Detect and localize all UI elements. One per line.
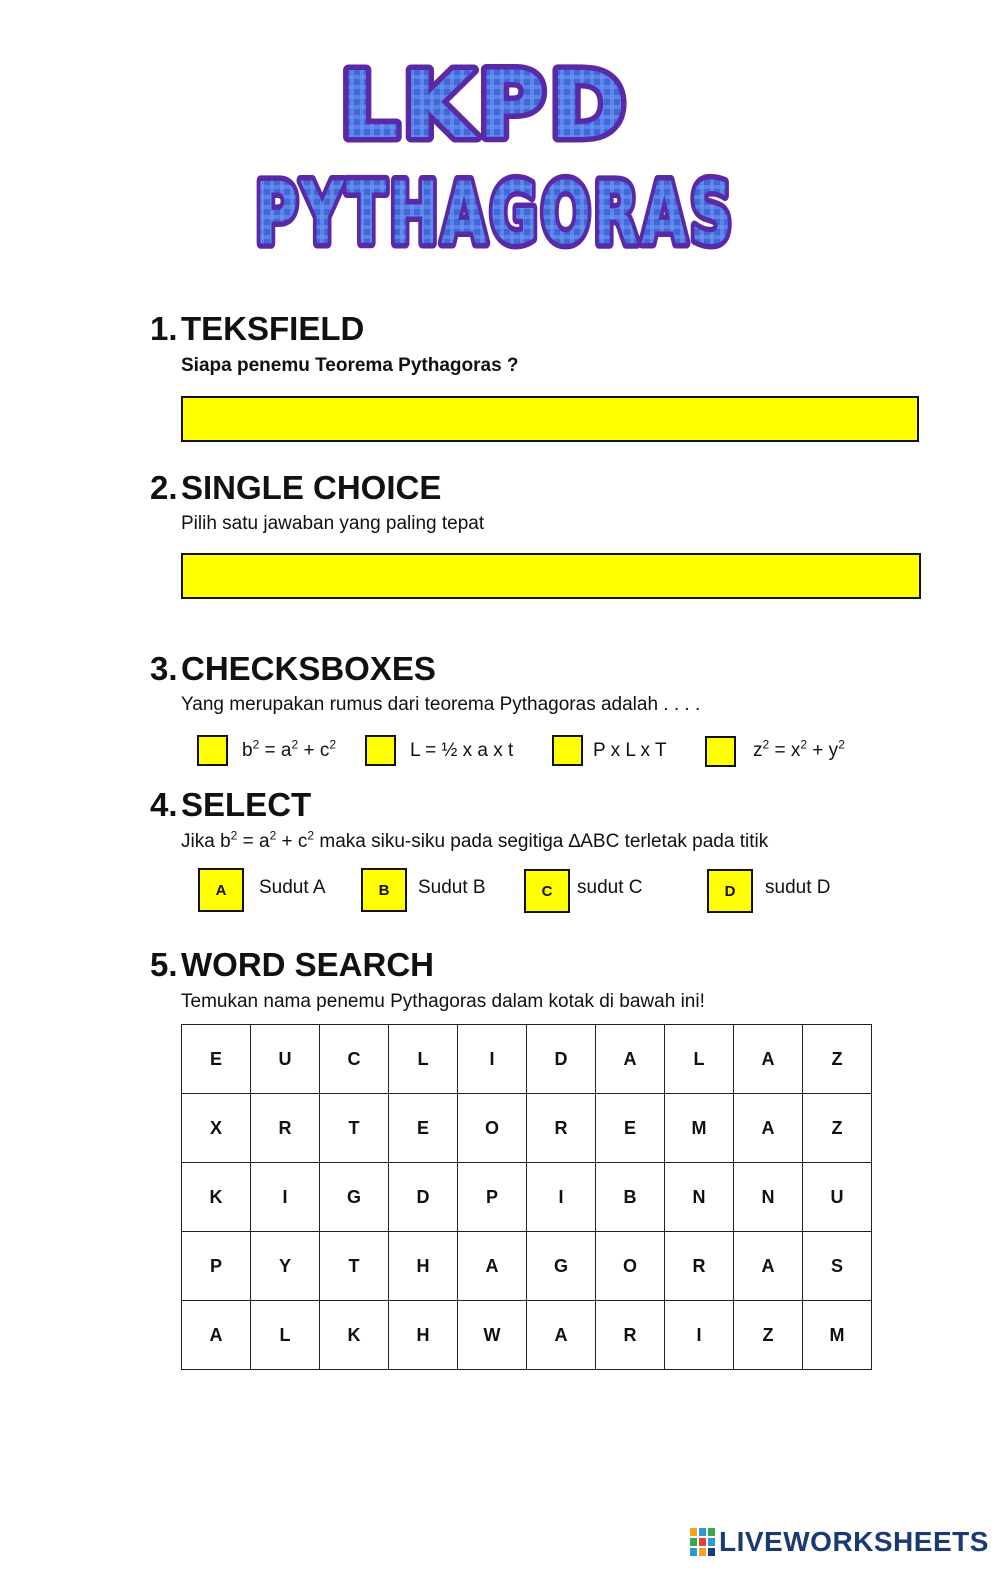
word-search-cell[interactable]: U [251, 1025, 320, 1094]
word-search-cell[interactable]: B [596, 1163, 665, 1232]
word-search-cell[interactable]: I [527, 1163, 596, 1232]
word-search-cell[interactable]: P [182, 1232, 251, 1301]
title-logo [0, 55, 1000, 265]
section-1-prompt: Siapa penemu Teorema Pythagoras ? [181, 355, 519, 376]
select-option-c[interactable]: C [524, 869, 570, 913]
title-line-1: LKPD [340, 55, 630, 159]
word-search-cell[interactable]: X [182, 1094, 251, 1163]
word-search-cell[interactable]: O [596, 1232, 665, 1301]
word-search-cell[interactable]: T [320, 1094, 389, 1163]
worksheet-title [0, 55, 1000, 265]
word-search-cell[interactable]: K [182, 1163, 251, 1232]
liveworksheets-brand [690, 1526, 989, 1558]
select-option-d-label: sudut D [765, 877, 831, 898]
textfield-answer[interactable] [181, 396, 919, 442]
word-search-cell[interactable]: N [665, 1163, 734, 1232]
word-search-cell[interactable]: L [251, 1301, 320, 1370]
word-search-row [182, 1232, 872, 1301]
select-option-c-label: sudut C [577, 877, 643, 898]
checkbox-option-1[interactable] [197, 735, 228, 766]
section-3-number: 3. [150, 650, 178, 687]
word-search-cell[interactable]: R [527, 1094, 596, 1163]
word-search-cell[interactable]: G [320, 1163, 389, 1232]
word-search-cell[interactable]: I [665, 1301, 734, 1370]
checkbox-option-2[interactable] [365, 735, 396, 766]
select-option-b-label: Sudut B [418, 877, 486, 898]
checkbox-option-3-label: P x L x T [593, 740, 667, 761]
word-search-cell[interactable]: E [182, 1025, 251, 1094]
section-4-prompt: Jika $b^2 = a^2 + c^2$ maka siku-siku pada segitiga ∆ABC terletak pada titik [181, 828, 769, 852]
word-search-cell[interactable]: G [527, 1232, 596, 1301]
section-1-number: 1. [150, 310, 178, 347]
word-search-cell[interactable]: K [320, 1301, 389, 1370]
section-5-number: 5. [150, 946, 178, 983]
word-search-cell[interactable]: D [389, 1163, 458, 1232]
word-search-cell[interactable]: L [665, 1025, 734, 1094]
section-4-title: SELECT [181, 786, 312, 823]
word-search-cell[interactable]: S [803, 1232, 872, 1301]
word-search-cell[interactable]: N [734, 1163, 803, 1232]
section-3-prompt: Yang merupakan rumus dari teorema Pythagoras adalah . . . . [181, 694, 701, 715]
word-search-cell[interactable]: A [182, 1301, 251, 1370]
word-search-cell[interactable]: E [389, 1094, 458, 1163]
word-search-cell[interactable]: O [458, 1094, 527, 1163]
word-search-cell[interactable]: Z [803, 1094, 872, 1163]
section-3-title: CHECKSBOXES [181, 650, 436, 687]
word-search-cell[interactable]: A [734, 1025, 803, 1094]
word-search-cell[interactable]: P [458, 1163, 527, 1232]
word-search-cell[interactable]: I [251, 1163, 320, 1232]
checkbox-option-4-label: $z^2 = x^2 + y^2$ [753, 737, 845, 761]
checkbox-option-4[interactable] [705, 736, 736, 767]
word-search-cell[interactable]: H [389, 1232, 458, 1301]
section-1-title: TEKSFIELD [181, 310, 365, 347]
word-search-cell[interactable]: A [734, 1094, 803, 1163]
word-search-grid [181, 1024, 872, 1370]
word-search-cell[interactable]: R [665, 1232, 734, 1301]
word-search-cell[interactable]: Y [251, 1232, 320, 1301]
word-search-cell[interactable]: A [458, 1232, 527, 1301]
word-search-cell[interactable]: E [596, 1094, 665, 1163]
section-5-prompt: Temukan nama penemu Pythagoras dalam kotak di bawah ini! [181, 991, 705, 1012]
liveworksheets-logo-icon [690, 1528, 716, 1556]
word-search-cell[interactable]: R [251, 1094, 320, 1163]
word-search-cell[interactable]: M [665, 1094, 734, 1163]
liveworksheets-brand-text: LIVEWORKSHEETS [719, 1526, 989, 1557]
select-option-b[interactable]: B [361, 868, 407, 912]
word-search-cell[interactable]: L [389, 1025, 458, 1094]
word-search-row [182, 1163, 872, 1232]
word-search-cell[interactable]: A [596, 1025, 665, 1094]
word-search-cell[interactable]: W [458, 1301, 527, 1370]
word-search-row [182, 1094, 872, 1163]
checkbox-option-3[interactable] [552, 735, 583, 766]
word-search-cell[interactable]: A [734, 1232, 803, 1301]
word-search-cell[interactable]: I [458, 1025, 527, 1094]
word-search-cell[interactable]: U [803, 1163, 872, 1232]
word-search-cell[interactable]: H [389, 1301, 458, 1370]
select-option-d[interactable]: D [707, 869, 753, 913]
section-2-title: SINGLE CHOICE [181, 469, 442, 506]
checkbox-option-2-label: L = ½ x a x t [410, 740, 514, 761]
word-search-row [182, 1301, 872, 1370]
word-search-cell[interactable]: R [596, 1301, 665, 1370]
section-5-title: WORD SEARCH [181, 946, 434, 983]
word-search-cell[interactable]: A [527, 1301, 596, 1370]
section-2-number: 2. [150, 469, 178, 506]
section-2-prompt: Pilih satu jawaban yang paling tepat [181, 513, 485, 534]
word-search-cell[interactable]: Z [803, 1025, 872, 1094]
word-search-row [182, 1025, 872, 1094]
checkbox-option-1-label: $b^2 = a^2 + c^2$ [242, 737, 337, 761]
word-search-cell[interactable]: Z [734, 1301, 803, 1370]
single-choice-answer[interactable] [181, 553, 921, 599]
select-option-a-label: Sudut A [259, 877, 326, 898]
word-search-cell[interactable]: D [527, 1025, 596, 1094]
title-line-2: PYTHAGORAS [255, 164, 735, 264]
word-search-cell[interactable]: C [320, 1025, 389, 1094]
section-4-number: 4. [150, 786, 178, 823]
select-option-a[interactable]: A [198, 868, 244, 912]
word-search-cell[interactable]: M [803, 1301, 872, 1370]
word-search-cell[interactable]: T [320, 1232, 389, 1301]
